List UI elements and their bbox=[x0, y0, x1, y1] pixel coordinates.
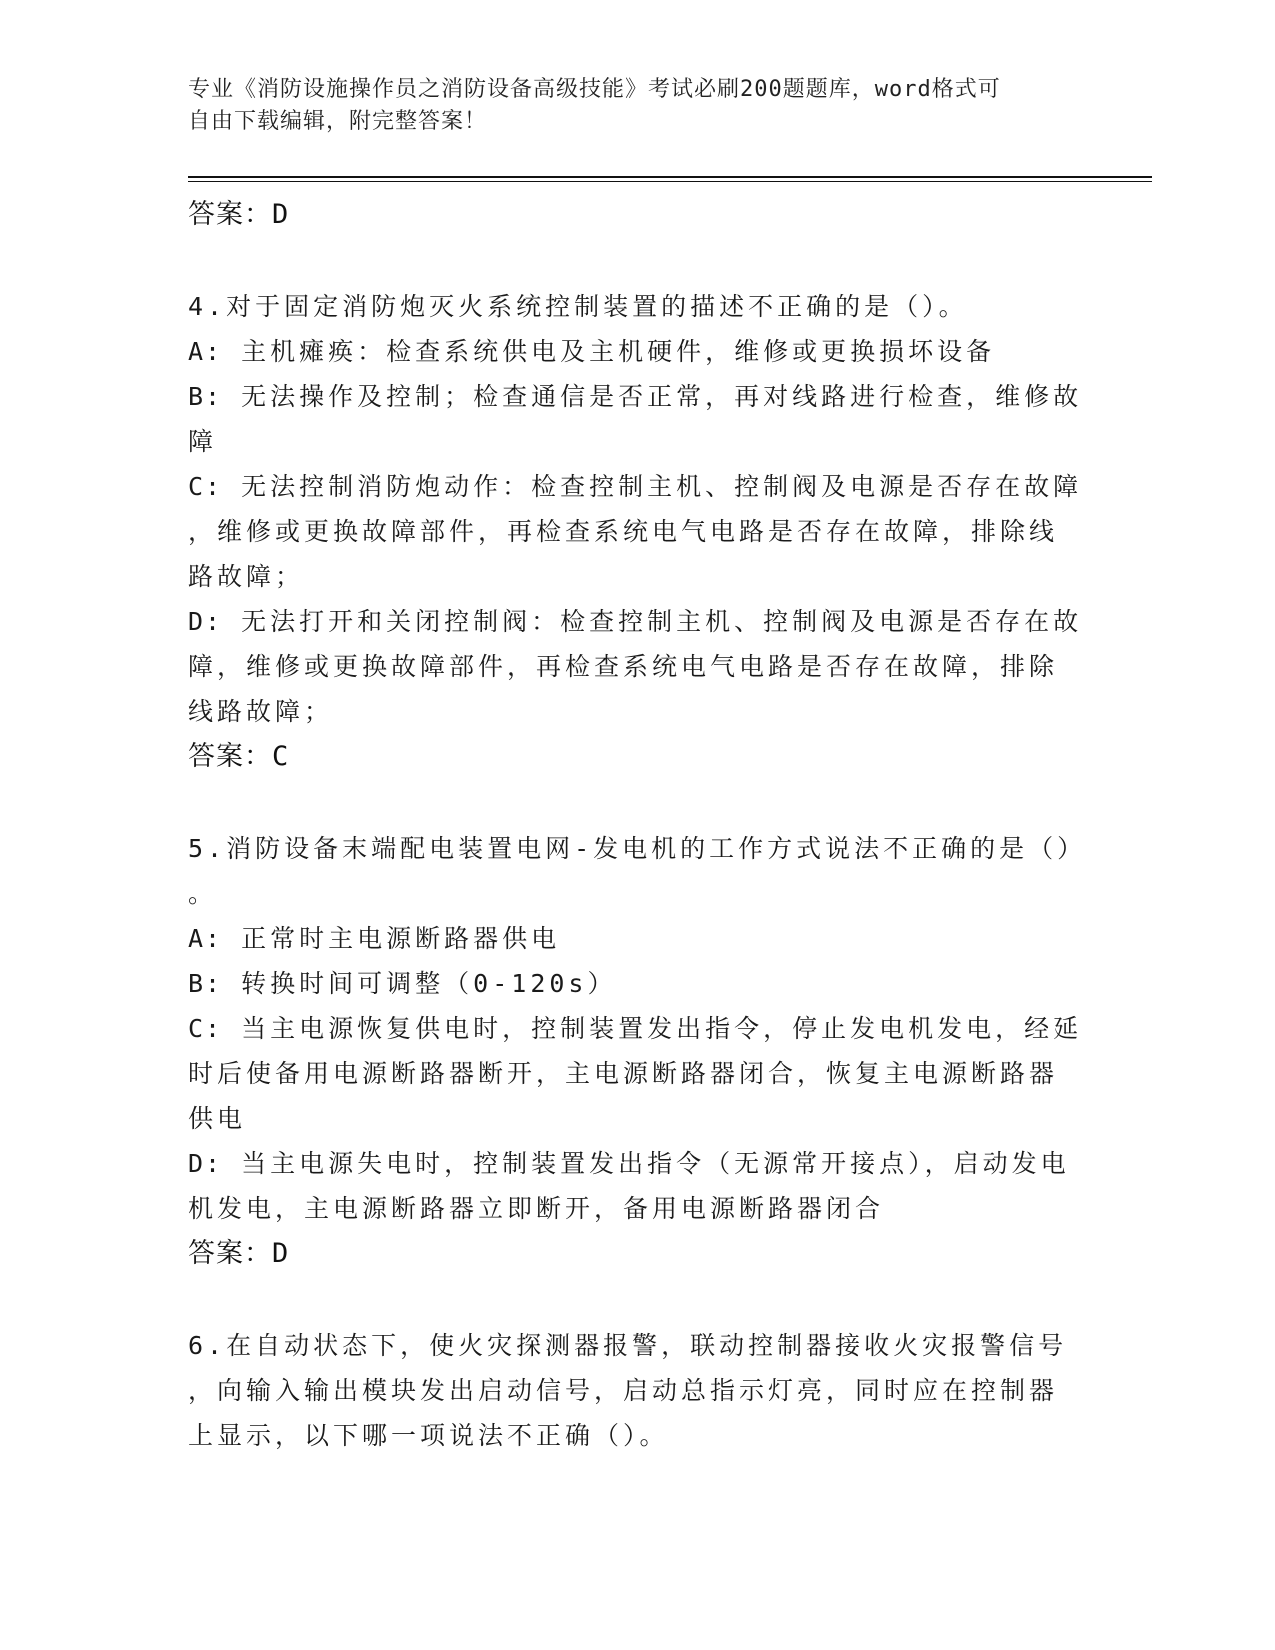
option-text: 当主电源恢复供电时，控制装置发出指令，停止发电机发电，经延 bbox=[241, 1014, 1083, 1043]
option-c-continued: 路故障； bbox=[188, 562, 305, 591]
spacer bbox=[188, 780, 1088, 826]
option-a bbox=[188, 916, 1088, 961]
answer-line bbox=[188, 734, 1088, 780]
option-c bbox=[188, 1006, 1088, 1051]
answer-value: D bbox=[272, 199, 290, 230]
header-divider-thick bbox=[188, 176, 1152, 178]
question-stem: 4.对于固定消防炮灭火系统控制装置的描述不正确的是（）。 bbox=[188, 292, 968, 321]
answer-label: 答案： bbox=[188, 199, 272, 230]
question-stem: 6.在自动状态下，使火灾探测器报警，联动控制器接收火灾报警信号 bbox=[188, 1331, 1068, 1360]
page-header bbox=[188, 74, 1088, 138]
option-key: D: bbox=[188, 607, 223, 636]
option-key: C: bbox=[188, 472, 223, 501]
spacer bbox=[188, 238, 1088, 284]
option-key: A: bbox=[188, 337, 223, 366]
header-divider-thin bbox=[188, 181, 1152, 182]
option-d-continued: 线路故障； bbox=[188, 697, 334, 726]
option-c-continued: 供电 bbox=[188, 1104, 247, 1133]
question-block bbox=[188, 1323, 1088, 1458]
option-c-continued: ，维修或更换故障部件，再检查系统电气电路是否存在故障，排除线 bbox=[188, 517, 1059, 546]
question-stem-continued: 上显示，以下哪一项说法不正确（）。 bbox=[188, 1421, 669, 1450]
question-stem-continued: ，向输入输出模块发出启动信号，启动总指示灯亮，同时应在控制器 bbox=[188, 1376, 1059, 1405]
option-key: B: bbox=[188, 969, 223, 998]
option-text: 当主电源失电时，控制装置发出指令（无源常开接点），启动发电 bbox=[241, 1149, 1070, 1178]
option-text: 无法控制消防炮动作：检查控制主机、控制阀及电源是否存在故障 bbox=[241, 472, 1083, 501]
answer-label: 答案： bbox=[188, 1238, 272, 1269]
option-text: 主机瘫痪：检查系统供电及主机硬件，维修或更换损坏设备 bbox=[241, 337, 996, 366]
question-stem-continued: 。 bbox=[188, 879, 218, 908]
option-text: 转换时间可调整（0-120s） bbox=[241, 969, 617, 998]
option-key: B: bbox=[188, 382, 223, 411]
header-line-1: 专业《消防设施操作员之消防设备高级技能》考试必刷200题题库，word格式可 bbox=[188, 77, 1001, 102]
option-b-continued: 障 bbox=[188, 427, 218, 456]
option-d-continued: 机发电，主电源断路器立即断开，备用电源断路器闭合 bbox=[188, 1194, 885, 1223]
option-b bbox=[188, 961, 1088, 1006]
question-block bbox=[188, 284, 1088, 780]
option-d-continued: 障，维修或更换故障部件，再检查系统电气电路是否存在故障，排除 bbox=[188, 652, 1059, 681]
option-d bbox=[188, 1141, 1088, 1186]
option-text: 无法操作及控制；检查通信是否正常，再对线路进行检查，维修故 bbox=[241, 382, 1083, 411]
document-body bbox=[188, 192, 1088, 1458]
option-key: A: bbox=[188, 924, 223, 953]
answer-line bbox=[188, 1231, 1088, 1277]
header-line-2: 自由下载编辑，附完整答案！ bbox=[188, 109, 488, 134]
option-d bbox=[188, 599, 1088, 644]
answer-value: D bbox=[272, 1238, 290, 1269]
option-a bbox=[188, 329, 1088, 374]
option-c bbox=[188, 464, 1088, 509]
spacer bbox=[188, 1277, 1088, 1323]
question-block bbox=[188, 826, 1088, 1277]
answer-label: 答案： bbox=[188, 741, 272, 772]
option-c-continued: 时后使备用电源断路器断开，主电源断路器闭合，恢复主电源断路器 bbox=[188, 1059, 1059, 1088]
answer-value: C bbox=[272, 741, 290, 772]
option-key: C: bbox=[188, 1014, 223, 1043]
option-b bbox=[188, 374, 1088, 419]
option-text: 正常时主电源断路器供电 bbox=[241, 924, 561, 953]
option-text: 无法打开和关闭控制阀：检查控制主机、控制阀及电源是否存在故 bbox=[241, 607, 1083, 636]
question-stem: 5.消防设备末端配电装置电网-发电机的工作方式说法不正确的是（） bbox=[188, 834, 1087, 863]
option-key: D: bbox=[188, 1149, 223, 1178]
answer-line bbox=[188, 192, 1088, 238]
